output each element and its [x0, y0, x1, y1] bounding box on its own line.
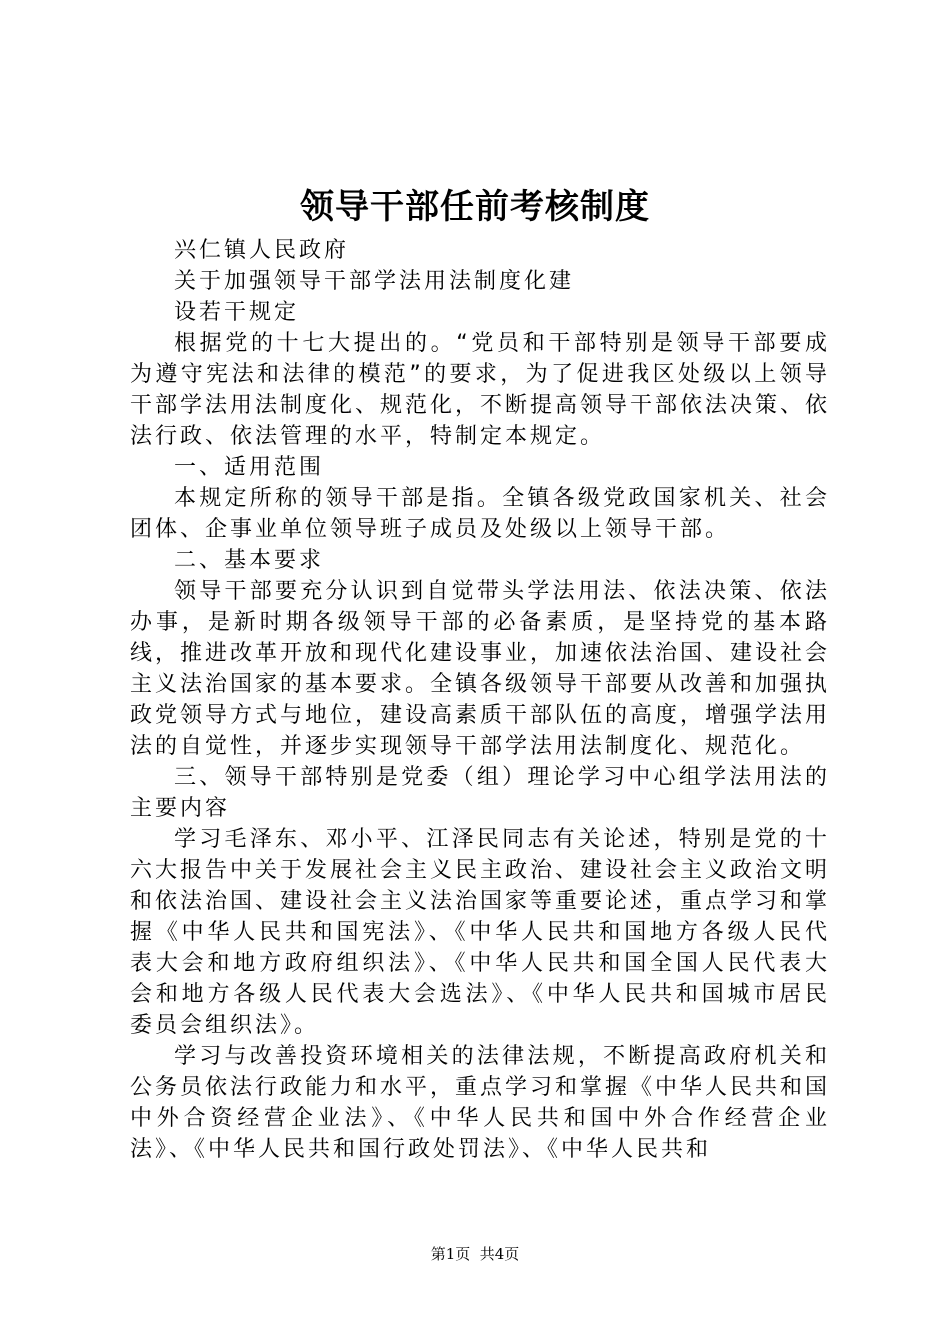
section-heading: 二、基本要求 — [174, 548, 325, 573]
section-heading: 三、领导干部特别是党委（组）理论学习中心组学法用法的主要内容 — [130, 765, 830, 821]
body-paragraph: 根据党的十七大提出的。“党员和干部特别是领导干部要成为遵守宪法和法律的模范”的要求，为了促进我区处级以上领导干部学法用法制度化、规范化，不断提高领导干部依法决策、依法行政、依法管理的水平，特制定本规定。 — [130, 331, 831, 449]
section-heading: 一、适用范围 — [174, 455, 325, 480]
body-paragraph: 设若干规定 — [174, 300, 300, 325]
body-paragraph: 学习毛泽东、邓小平、江泽民同志有关论述，特别是党的十六大报告中关于发展社会主义民主政治、建设社会主义政治文明和依法治国、建设社会主义法治国家等重要论述，重点学习和掌握《中华人民共和国宪法》、《中华人民共和国地方各级人民代表大会和地方政府组织法》、《中华人民共和国全国人民代表大会和地方各级人民代表大会选法》、《中华人民共和国城市居民委员会组织法》。 — [130, 827, 831, 1038]
document-title: 领导干部任前考核制度 — [300, 187, 650, 227]
body-paragraph: 本规定所称的领导干部是指。全镇各级党政国家机关、社会团体、企事业单位领导班子成员及处级以上领导干部。 — [130, 486, 830, 542]
page-footer — [0, 1244, 950, 1264]
body-paragraph: 兴仁镇人民政府 — [174, 238, 350, 263]
document-body — [130, 235, 830, 1165]
body-paragraph: 学习与改善投资环境相关的法律法规，不断提高政府机关和公务员依法行政能力和水平，重点学习和掌握《中华人民共和国中外合资经营企业法》、《中华人民共和国中外合作经营企业法》、《中华人民共和国行政处罚法》、《中华人民共和 — [130, 1044, 831, 1162]
page-number-label: 第1页 共4页 — [430, 1245, 520, 1263]
body-paragraph: 关于加强领导干部学法用法制度化建 — [174, 269, 575, 294]
body-paragraph: 领导干部要充分认识到自觉带头学法用法、依法决策、依法办事，是新时期各级领导干部的必备素质，是坚持党的基本路线，推进改革开放和现代化建设事业，加速依法治国、建设社会主义法治国家的基本要求。全镇各级领导干部要从改善和加强执政党领导方式与地位，建设高素质干部队伍的高度，增强学法用法的自觉性，并逐步实现领导干部学法用法制度化、规范化。 — [130, 579, 831, 759]
